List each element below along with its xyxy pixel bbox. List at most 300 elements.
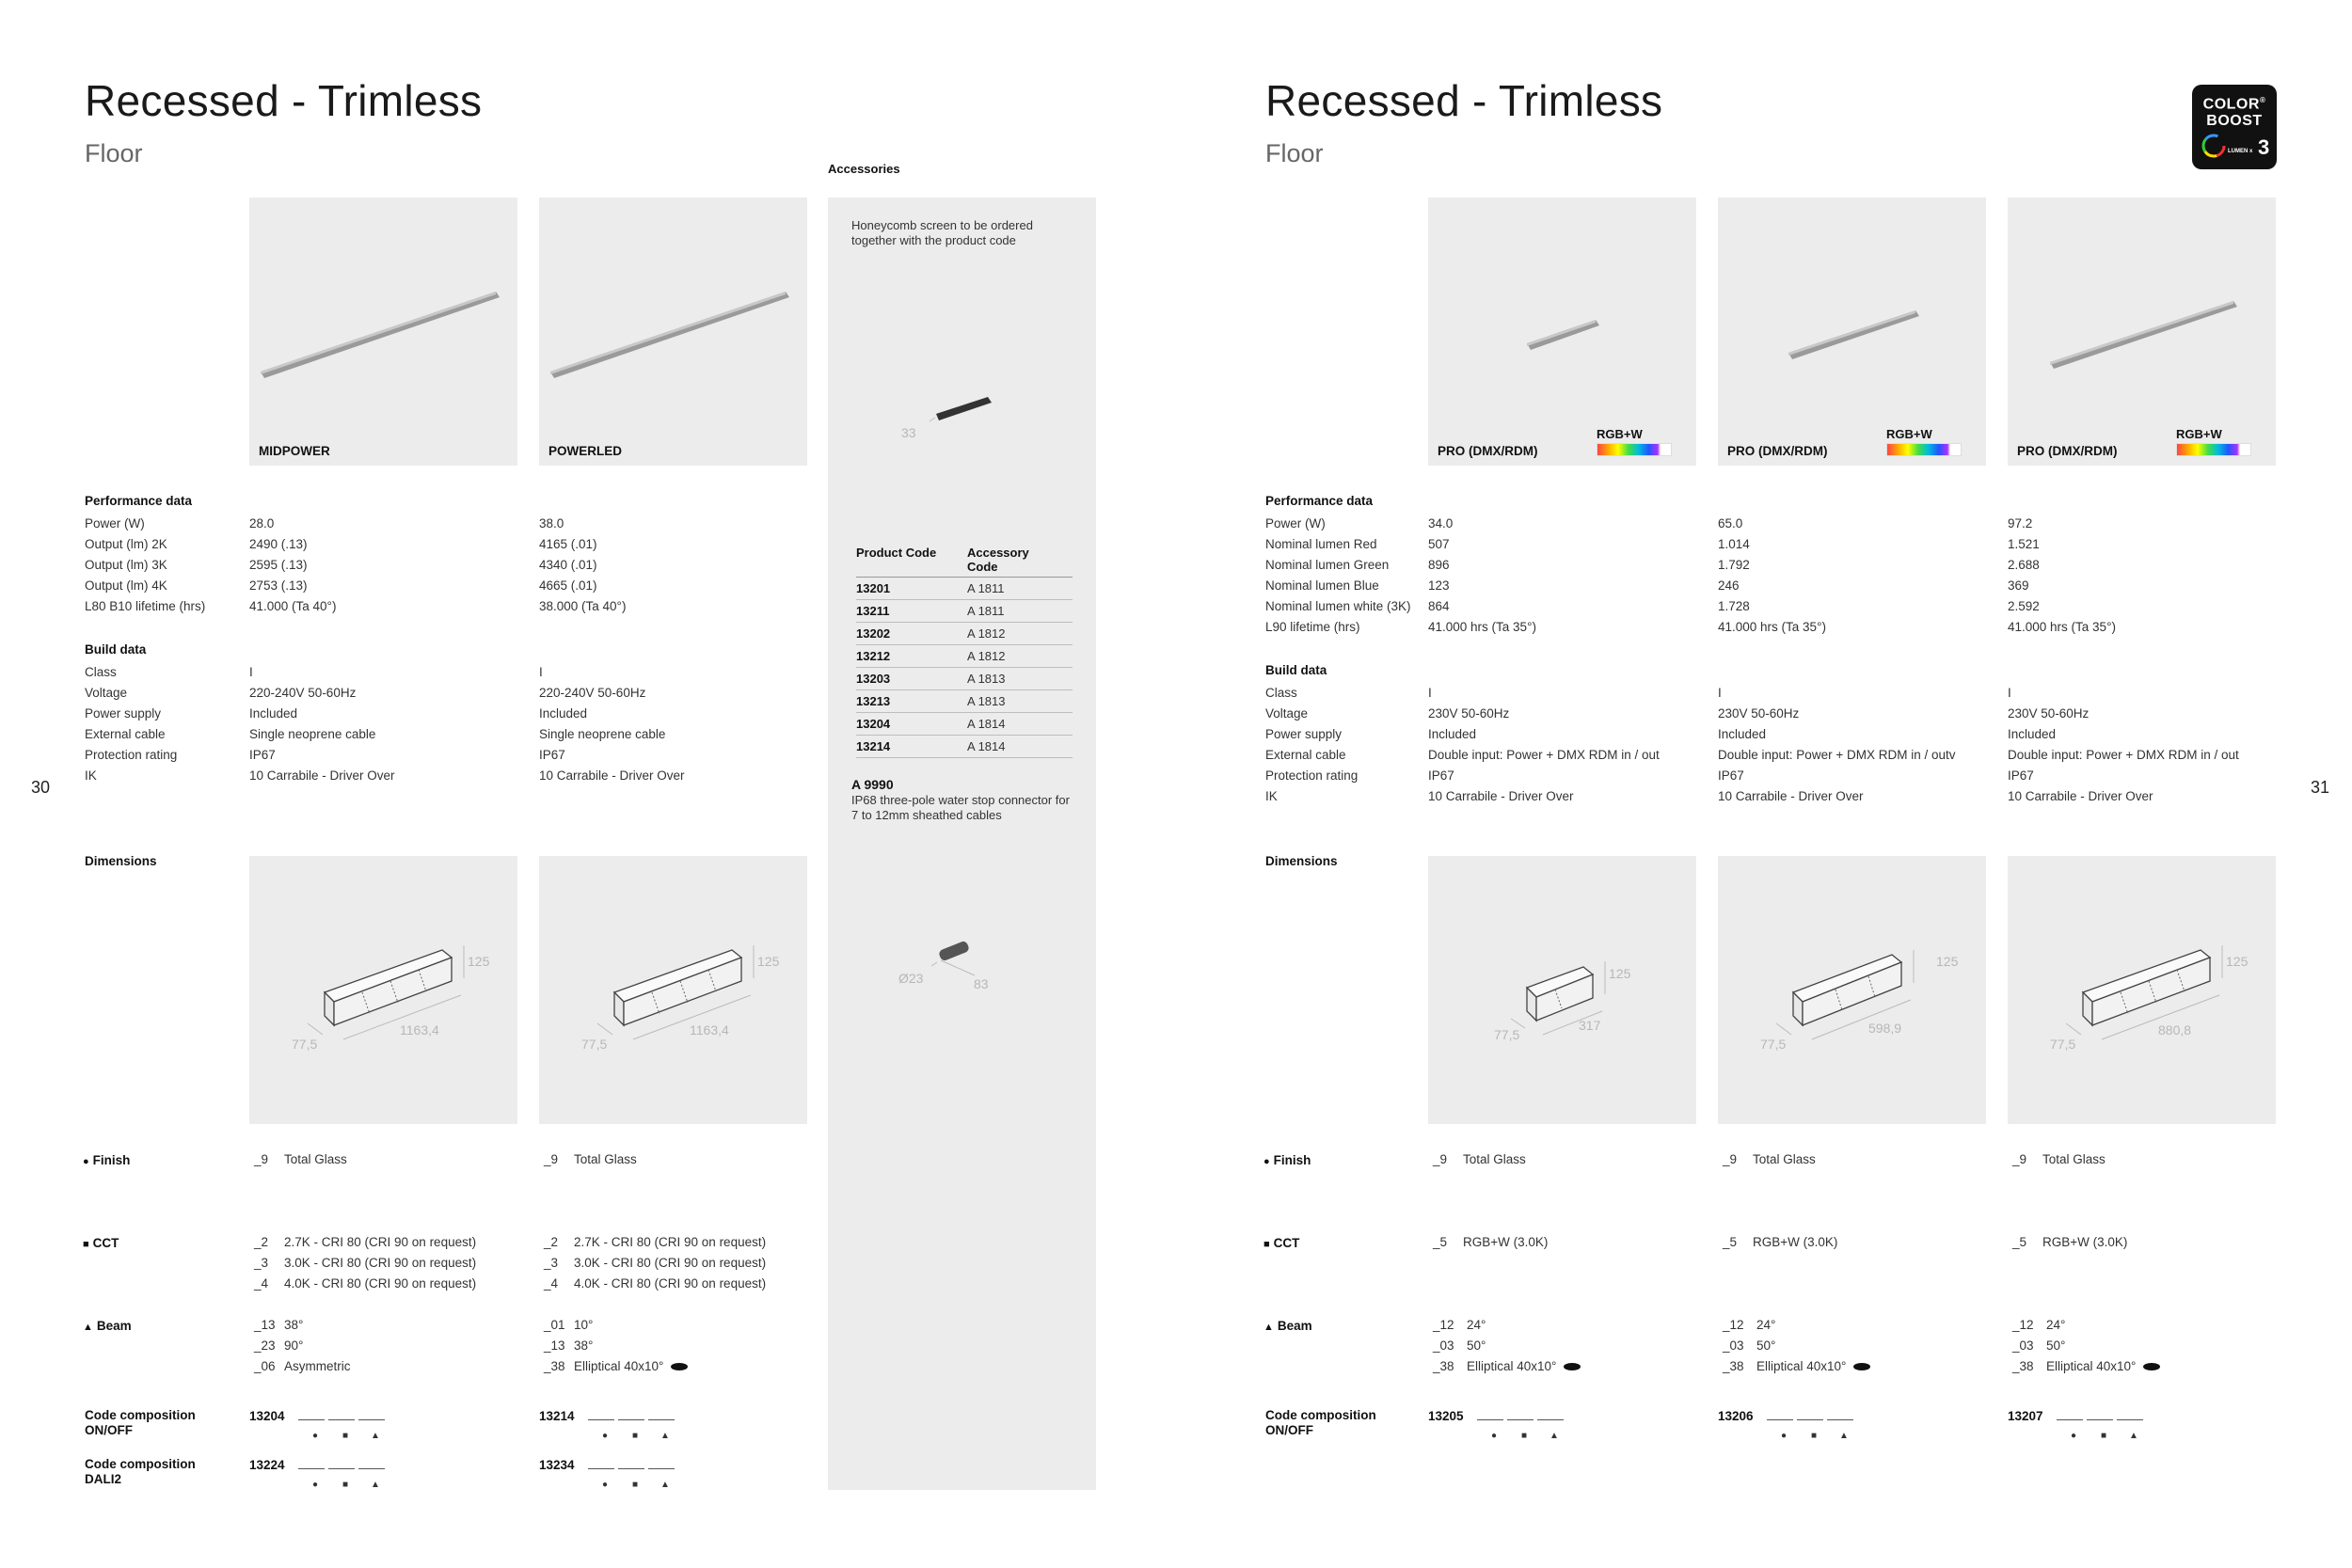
rgbw-badge	[1597, 427, 1672, 456]
dimensions-section-title: Dimensions	[85, 854, 157, 868]
dimension-drawing	[1428, 856, 1696, 1124]
product-label: PRO (DMX/RDM)	[1438, 444, 1538, 458]
option-code: _38	[544, 1359, 565, 1373]
spec-label: Power (W)	[1265, 516, 1326, 531]
product-image-pro-2	[1718, 198, 1986, 466]
dim-honeycomb: 33	[901, 425, 916, 440]
spec-label: IK	[1265, 789, 1278, 803]
accessory-code-cell: A 1814	[967, 717, 1006, 731]
elliptical-beam-icon	[1853, 1363, 1870, 1370]
build-values-pro-3	[2008, 683, 2239, 807]
performance-section-title: Performance data	[85, 494, 193, 508]
option-desc: 38°	[574, 1338, 594, 1353]
option-desc: Total Glass	[2042, 1152, 2106, 1166]
cct-pro-2	[1723, 1232, 1837, 1253]
column-header: Product Code	[856, 546, 937, 560]
build-values-pro-2	[1718, 683, 1955, 807]
spec-value: Included	[2008, 727, 2057, 741]
page-subtitle-left: Floor	[85, 139, 143, 167]
product-label: POWERLED	[548, 444, 623, 458]
spec-value: 230V 50-60Hz	[1718, 706, 1800, 721]
connector-image	[884, 927, 1016, 992]
option-desc: Elliptical 40x10°	[2046, 1359, 2137, 1373]
dimension-drawing-pro-2	[1718, 856, 1986, 1124]
option-code: _03	[1433, 1338, 1454, 1353]
spec-label: L90 lifetime (hrs)	[1265, 620, 1360, 634]
option-desc: RGB+W (3.0K)	[2042, 1235, 2128, 1249]
accessory-code-cell: A 1812	[967, 649, 1006, 663]
finish-pro-1	[1433, 1149, 1526, 1170]
option-desc: RGB+W (3.0K)	[1463, 1235, 1549, 1249]
finish-dot-icon: ●	[1263, 1156, 1270, 1167]
finish-dot-icon: ●	[83, 1156, 89, 1167]
option-desc: Total Glass	[1463, 1152, 1526, 1166]
beam-triangle-icon: ▲	[2129, 1431, 2138, 1441]
option-desc: 10°	[574, 1318, 594, 1332]
performance-values-pro-2	[1718, 514, 1826, 638]
cct-square-icon: ■	[342, 1431, 349, 1441]
spec-value: 1.521	[2008, 537, 2040, 551]
spec-value: Included	[1718, 727, 1767, 741]
spec-value: 220-240V 50-60Hz	[539, 686, 646, 700]
beam-triangle-icon: ▲	[371, 1431, 380, 1441]
dim-length: 880,8	[2158, 1022, 2192, 1037]
spec-value: 2.592	[2008, 599, 2040, 613]
spec-value: 38.000 (Ta 40°)	[539, 599, 627, 613]
spec-value: Included	[249, 706, 298, 721]
option-code: _38	[2012, 1359, 2034, 1373]
spec-label: Class	[1265, 686, 1297, 700]
page-subtitle-right: Floor	[1265, 139, 1324, 167]
dimension-drawing	[2008, 856, 2276, 1124]
build-values-midpower	[249, 662, 395, 786]
option-code: _12	[1433, 1318, 1454, 1332]
code-onoff-powerled	[539, 1408, 680, 1441]
dimensions-section-title: Dimensions	[1265, 854, 1338, 868]
accessory-table-header	[856, 546, 1073, 578]
product-code-cell: 13214	[856, 739, 891, 753]
product-code-cell: 13201	[856, 581, 891, 595]
option-desc: 50°	[2046, 1338, 2066, 1353]
cct-square-icon: ■	[1810, 1431, 1818, 1441]
option-code: _03	[1723, 1338, 1744, 1353]
page-number-left: 30	[31, 778, 51, 797]
product-label: PRO (DMX/RDM)	[1727, 444, 1828, 458]
finish-dot-icon: ●	[1780, 1431, 1788, 1441]
table-row	[856, 623, 1073, 645]
spec-value: Single neoprene cable	[539, 727, 666, 741]
spec-value: 10 Carrabile - Driver Over	[1428, 789, 1574, 803]
product-image-midpower	[249, 198, 517, 466]
elliptical-beam-icon	[1564, 1363, 1581, 1370]
spec-value: 10 Carrabile - Driver Over	[2008, 789, 2153, 803]
spec-value: 230V 50-60Hz	[1428, 706, 1510, 721]
option-code: _13	[254, 1318, 276, 1332]
cct-label	[83, 1236, 119, 1252]
dimension-drawing-powerled	[539, 856, 807, 1124]
finish-dot-icon: ●	[601, 1431, 609, 1441]
beam-midpower	[254, 1315, 351, 1377]
honeycomb-screen-image	[884, 376, 997, 442]
build-values-pro-1	[1428, 683, 1660, 807]
dim-length: 83	[974, 976, 989, 991]
spec-value: 2490 (.13)	[249, 537, 308, 551]
product-code: 13224	[249, 1458, 285, 1472]
option-desc: 4.0K - CRI 80 (CRI 90 on request)	[284, 1276, 477, 1291]
spec-label: Class	[85, 665, 117, 679]
linear-luminaire-image	[539, 198, 807, 466]
spec-value: Included	[539, 706, 588, 721]
performance-section-title: Performance data	[1265, 494, 1374, 508]
beam-triangle-icon: ▲	[660, 1480, 670, 1490]
finish-pro-3	[2012, 1149, 2106, 1170]
beam-triangle-icon: ▲	[1263, 1322, 1274, 1333]
spec-label: Power supply	[1265, 727, 1343, 741]
spec-value: 1.014	[1718, 537, 1750, 551]
product-code-cell: 13202	[856, 626, 891, 641]
dimension-drawing	[249, 856, 517, 1124]
finish-dot-icon: ●	[601, 1480, 609, 1490]
spec-label: IK	[85, 768, 97, 783]
option-code: _9	[1723, 1152, 1738, 1166]
product-code: 13234	[539, 1458, 575, 1472]
finish-label	[83, 1153, 130, 1169]
dimension-drawing-pro-3	[2008, 856, 2276, 1124]
product-label: PRO (DMX/RDM)	[2017, 444, 2118, 458]
spec-value: 896	[1428, 558, 1450, 572]
build-values-powerled	[539, 662, 685, 786]
dim-width: 77,5	[1760, 1037, 1787, 1052]
option-code: _03	[2012, 1338, 2034, 1353]
dim-length: 1163,4	[400, 1022, 439, 1037]
rgbw-label: RGB+W	[2176, 427, 2222, 441]
code-dali-midpower	[249, 1457, 390, 1490]
spec-label: Nominal lumen Green	[1265, 558, 1390, 572]
dim-length: 1163,4	[690, 1022, 729, 1037]
spec-value: I	[1428, 686, 1432, 700]
cct-pro-1	[1433, 1232, 1548, 1253]
option-code: _5	[1433, 1235, 1448, 1249]
option-code: _2	[254, 1235, 269, 1249]
dim-width: 77,5	[2050, 1037, 2076, 1052]
beam-triangle-icon: ▲	[83, 1322, 93, 1333]
option-code: _06	[254, 1359, 276, 1373]
option-desc: 50°	[1467, 1338, 1486, 1353]
option-desc: Elliptical 40x10°	[1467, 1359, 1557, 1373]
product-code: 13214	[539, 1409, 575, 1423]
beam-powerled	[544, 1315, 688, 1377]
performance-values-midpower	[249, 514, 336, 617]
option-code: _12	[1723, 1318, 1744, 1332]
accessories-panel	[828, 198, 1096, 1490]
beam-triangle-icon: ▲	[371, 1480, 380, 1490]
finish-dot-icon: ●	[2070, 1431, 2077, 1441]
table-row	[856, 645, 1073, 668]
dim-length: 598,9	[1868, 1021, 1902, 1036]
connector-code: A 9990	[851, 777, 894, 792]
beam-pro-2	[1723, 1315, 1870, 1377]
finish-dot-icon: ●	[1490, 1431, 1498, 1441]
linear-luminaire-image	[1428, 198, 1696, 466]
logo-text: LUMEN x	[2228, 149, 2253, 155]
option-desc: 38°	[284, 1318, 304, 1332]
spec-value: 1.728	[1718, 599, 1750, 613]
performance-values-pro-3	[2008, 514, 2116, 638]
dim-width: 77,5	[581, 1037, 608, 1052]
finish-label	[1263, 1153, 1311, 1169]
linear-luminaire-image	[2008, 198, 2276, 466]
accessory-table	[856, 546, 1073, 758]
spec-value: I	[1718, 686, 1722, 700]
spec-value: 41.000 hrs (Ta 35°)	[1718, 620, 1826, 634]
build-section-title: Build data	[85, 642, 147, 657]
rgbw-label: RGB+W	[1886, 427, 1932, 441]
color-boost-logo	[2192, 85, 2277, 169]
spec-label: External cable	[85, 727, 166, 741]
spec-label: Voltage	[85, 686, 128, 700]
option-code: _38	[1433, 1359, 1454, 1373]
product-image-powerled	[539, 198, 807, 466]
option-desc: 3.0K - CRI 80 (CRI 90 on request)	[284, 1256, 477, 1270]
code-onoff-pro-1	[1428, 1408, 1569, 1441]
logo-registered-mark: ®	[2259, 96, 2266, 104]
page-title-right: Recessed - Trimless	[1265, 76, 1663, 125]
cct-label-text: CCT	[1273, 1236, 1300, 1250]
option-desc: 24°	[2046, 1318, 2066, 1332]
product-image-pro-1	[1428, 198, 1696, 466]
option-code: _9	[544, 1152, 559, 1166]
spec-value: 28.0	[249, 516, 275, 531]
rgbw-badge	[1886, 427, 1962, 456]
finish-dot-icon: ●	[311, 1431, 319, 1441]
option-desc: 3.0K - CRI 80 (CRI 90 on request)	[574, 1256, 767, 1270]
finish-midpower	[254, 1149, 347, 1170]
beam-triangle-icon: ▲	[1839, 1431, 1849, 1441]
cct-square-icon: ■	[83, 1239, 89, 1250]
beam-label	[1263, 1319, 1312, 1335]
option-desc: 90°	[284, 1338, 304, 1353]
color-wheel-icon	[2200, 132, 2228, 160]
beam-triangle-icon: ▲	[660, 1431, 670, 1441]
dim-width: 77,5	[292, 1037, 318, 1052]
table-row	[856, 668, 1073, 690]
spec-value: 65.0	[1718, 516, 1743, 531]
beam-label-text: Beam	[96, 1319, 132, 1333]
finish-label-text: Finish	[92, 1153, 131, 1167]
product-code: 13204	[249, 1409, 285, 1423]
finish-label-text: Finish	[1273, 1153, 1311, 1167]
product-code-cell: 13204	[856, 717, 891, 731]
product-code-cell: 13211	[856, 604, 890, 618]
option-desc: Total Glass	[574, 1152, 637, 1166]
option-code: _5	[2012, 1235, 2027, 1249]
spec-value: 41.000 (Ta 40°)	[249, 599, 337, 613]
spec-value: 34.0	[1428, 516, 1454, 531]
dim-height: 125	[468, 954, 490, 969]
spec-label: Protection rating	[1265, 768, 1359, 783]
beam-pro-1	[1433, 1315, 1581, 1377]
spec-value: 246	[1718, 578, 1740, 593]
option-code: _13	[544, 1338, 565, 1353]
option-desc: 24°	[1467, 1318, 1486, 1332]
product-code-cell: 13203	[856, 672, 891, 686]
spec-value: 230V 50-60Hz	[2008, 706, 2090, 721]
rgbw-label: RGB+W	[1597, 427, 1643, 441]
dim-height: 125	[2226, 954, 2249, 969]
spec-label: Output (lm) 2K	[85, 537, 167, 551]
option-desc: Total Glass	[284, 1152, 347, 1166]
code-onoff-label: Code composition ON/OFF	[1265, 1408, 1376, 1437]
build-labels	[1265, 683, 1358, 807]
spec-label: External cable	[1265, 748, 1346, 762]
spec-value: Double input: Power + DMX RDM in / out	[1428, 748, 1660, 762]
column-header: Accessory Code	[967, 546, 1029, 574]
cct-midpower	[254, 1232, 476, 1294]
page-number-right: 31	[2311, 778, 2330, 797]
dim-height: 125	[757, 954, 780, 969]
option-code: _2	[544, 1235, 559, 1249]
spec-label: Protection rating	[85, 748, 178, 762]
spec-label: L80 B10 lifetime (hrs)	[85, 599, 206, 613]
option-desc: Asymmetric	[284, 1359, 351, 1373]
performance-values-pro-1	[1428, 514, 1536, 638]
dimension-drawing	[539, 856, 807, 1124]
dimension-drawing	[1718, 856, 1986, 1124]
spec-value: 2595 (.13)	[249, 558, 308, 572]
option-desc: Elliptical 40x10°	[1756, 1359, 1847, 1373]
spec-value: 864	[1428, 599, 1450, 613]
performance-labels	[1265, 514, 1411, 638]
code-dali-label: Code composition DALI2	[85, 1457, 196, 1486]
accessory-code-cell: A 1811	[967, 581, 1005, 595]
spec-value: 4340 (.01)	[539, 558, 597, 572]
code-onoff-label: Code composition ON/OFF	[85, 1408, 196, 1437]
spec-label: Nominal lumen white (3K)	[1265, 599, 1411, 613]
spec-label: Nominal lumen Blue	[1265, 578, 1379, 593]
product-label: MIDPOWER	[259, 444, 330, 458]
code-dali-powerled	[539, 1457, 680, 1490]
dim-length: 317	[1579, 1018, 1601, 1033]
spec-value: Single neoprene cable	[249, 727, 376, 741]
product-code: 13205	[1428, 1409, 1464, 1423]
honeycomb-text: Honeycomb screen to be ordered together with the product code	[851, 218, 1033, 247]
beam-triangle-icon: ▲	[1549, 1431, 1559, 1441]
spec-label: Voltage	[1265, 706, 1309, 721]
option-code: _5	[1723, 1235, 1738, 1249]
beam-pro-3	[2012, 1315, 2160, 1377]
product-code-cell: 13212	[856, 649, 891, 663]
build-section-title: Build data	[1265, 663, 1327, 677]
rgbw-spectrum	[1597, 443, 1672, 456]
spec-label: Nominal lumen Red	[1265, 537, 1377, 551]
logo-text: BOOST	[2206, 113, 2263, 130]
connector-text: IP68 three-pole water stop connector for 7 to 12mm sheathed cables	[851, 793, 1070, 822]
product-code: 13206	[1718, 1409, 1754, 1423]
table-row	[856, 600, 1073, 623]
option-code: _9	[1433, 1152, 1448, 1166]
spec-value: 41.000 hrs (Ta 35°)	[1428, 620, 1536, 634]
dimension-drawing-midpower	[249, 856, 517, 1124]
page-title-left: Recessed - Trimless	[85, 76, 483, 125]
option-code: _4	[544, 1276, 559, 1291]
cct-square-icon: ■	[631, 1431, 639, 1441]
rgbw-spectrum	[1886, 443, 1962, 456]
option-code: _9	[2012, 1152, 2027, 1166]
accessory-code-cell: A 1814	[967, 739, 1006, 753]
spec-value: Included	[1428, 727, 1477, 741]
spec-value: 4665 (.01)	[539, 578, 597, 593]
spec-value: 2753 (.13)	[249, 578, 308, 593]
spec-value: IP67	[2008, 768, 2034, 783]
dim-width: 77,5	[1494, 1027, 1520, 1042]
spec-value: IP67	[539, 748, 565, 762]
product-code: 13207	[2008, 1409, 2043, 1423]
accessory-code-cell: A 1811	[967, 604, 1005, 618]
option-desc: Total Glass	[1753, 1152, 1816, 1166]
spec-label: Output (lm) 4K	[85, 578, 167, 593]
option-desc: 2.7K - CRI 80 (CRI 90 on request)	[284, 1235, 477, 1249]
table-row	[856, 578, 1073, 600]
cct-square-icon: ■	[631, 1480, 639, 1490]
spec-value: I	[539, 665, 543, 679]
option-desc: 24°	[1756, 1318, 1776, 1332]
spec-value: 4165 (.01)	[539, 537, 597, 551]
beam-label	[83, 1319, 132, 1335]
accessories-title: Accessories	[828, 162, 900, 176]
option-desc: RGB+W (3.0K)	[1753, 1235, 1838, 1249]
cct-square-icon: ■	[2100, 1431, 2107, 1441]
cct-square-icon: ■	[1263, 1239, 1270, 1250]
linear-luminaire-image	[1718, 198, 1986, 466]
rgbw-badge	[2176, 427, 2251, 456]
option-code: _38	[1723, 1359, 1744, 1373]
spec-value: 10 Carrabile - Driver Over	[1718, 789, 1864, 803]
spec-value: 10 Carrabile - Driver Over	[249, 768, 395, 783]
logo-text: 3	[2258, 135, 2270, 160]
cct-powerled	[544, 1232, 766, 1294]
code-onoff-midpower	[249, 1408, 390, 1441]
rgbw-spectrum	[2176, 443, 2251, 456]
option-desc: Elliptical 40x10°	[574, 1359, 664, 1373]
product-code-cell: 13213	[856, 694, 891, 708]
option-desc: 2.7K - CRI 80 (CRI 90 on request)	[574, 1235, 767, 1249]
cct-square-icon: ■	[342, 1480, 349, 1490]
finish-powerled	[544, 1149, 637, 1170]
option-desc: 50°	[1756, 1338, 1776, 1353]
spec-value: 220-240V 50-60Hz	[249, 686, 357, 700]
spec-value: 507	[1428, 537, 1450, 551]
spec-value: 38.0	[539, 516, 564, 531]
elliptical-beam-icon	[2143, 1363, 2160, 1370]
cct-pro-3	[2012, 1232, 2127, 1253]
accessory-code-cell: A 1813	[967, 672, 1006, 686]
spec-value: 1.792	[1718, 558, 1750, 572]
code-onoff-pro-2	[1718, 1408, 1859, 1441]
option-code: _3	[544, 1256, 559, 1270]
dim-height: 125	[1936, 954, 1959, 969]
spec-value: Double input: Power + DMX RDM in / out	[2008, 748, 2239, 762]
spec-value: 97.2	[2008, 516, 2033, 531]
linear-luminaire-image	[249, 198, 517, 466]
spec-value: 41.000 hrs (Ta 35°)	[2008, 620, 2116, 634]
table-row	[856, 713, 1073, 736]
spec-value: 2.688	[2008, 558, 2040, 572]
spec-value: I	[2008, 686, 2011, 700]
dimension-drawing-pro-1	[1428, 856, 1696, 1124]
table-row	[856, 736, 1073, 758]
finish-pro-2	[1723, 1149, 1816, 1170]
cct-label-text: CCT	[92, 1236, 119, 1250]
